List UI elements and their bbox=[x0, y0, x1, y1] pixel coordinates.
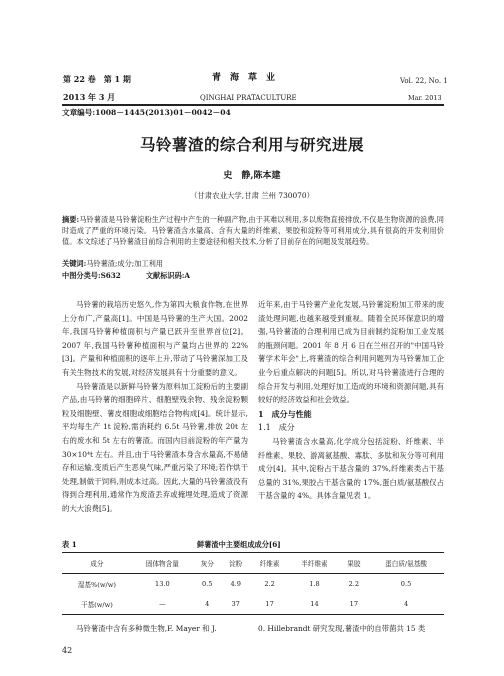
keywords-text: 马铃薯渣;成分;加工利用 bbox=[86, 259, 163, 268]
page-number: 42 bbox=[62, 646, 73, 655]
right-column bbox=[258, 298, 444, 503]
paper-title: 马铃薯渣的综合利用与研究进展 bbox=[139, 135, 364, 154]
date-en: Mar. 2013 bbox=[408, 94, 442, 102]
affiliation: （甘肃农业大学,甘肃 兰州 730070） bbox=[190, 191, 314, 200]
table-header-cell: 淀粉 bbox=[229, 560, 243, 568]
classification bbox=[62, 270, 444, 281]
abstract bbox=[62, 214, 444, 247]
table-cell: 1.8 bbox=[309, 580, 320, 588]
table-caption-row bbox=[62, 540, 444, 550]
table-header-cell: 灰分 bbox=[200, 560, 214, 568]
volume-en: Vol. 22, No. 1 bbox=[400, 77, 448, 85]
composition-table bbox=[62, 552, 444, 615]
authors: 史 静,陈本建 bbox=[223, 171, 281, 181]
table-header-cell: 固体物含量 bbox=[145, 560, 179, 568]
table-header-cell: 纤维素 bbox=[259, 560, 280, 568]
table-row bbox=[62, 594, 444, 615]
journal-en: QINGHAI PRATACULTURE bbox=[200, 94, 297, 102]
abstract-label: 摘要: bbox=[62, 215, 80, 224]
left-paragraph-2: 马铃薯渣是以新鲜马铃薯为原料加工淀粉后的主要副产品,由马铃薯的细胞碎片、细胞壁残余物、残余淀粉颗粒及细胞壁、薯皮细胞或细胞结合物构成[4]。统计显示,平均每生产 1t 淀粉,需消耗约 6.5t 马铃薯,排放 20t 左右的废水和 5t 左右的薯渣。而国内目前淀粉的年产量为 30×10⁴t 左右。并且,由于马铃薯渣本身含水量高,不易储存和运输,变质后产生恶臭气味,严重污染了环境;若作烘干处理,制做干饲料,则成本过高。因此,大量的马铃薯渣没有得到合理利用,通常作为废渣丢弃或掩埋处理,造成了资源的大大浪费[5]。 bbox=[62, 381, 248, 513]
doc-code-label: 文献标识码: bbox=[145, 271, 185, 280]
table-cell: 14 bbox=[310, 600, 319, 608]
header-rule bbox=[62, 104, 444, 106]
table-cell: 0.5 bbox=[400, 580, 412, 588]
date-cn: 2013 年 3 月 bbox=[63, 92, 116, 102]
table-label: 表 1 bbox=[62, 540, 77, 549]
volume-cn: 第 22 卷 第 1 期 bbox=[63, 74, 131, 84]
table-cell: 0.5 bbox=[201, 580, 213, 588]
table-header-row bbox=[62, 553, 444, 574]
table-cell: 2.2 bbox=[348, 580, 360, 588]
table-cell: 4 bbox=[403, 600, 409, 608]
right-paragraph-1: 近年来,由于马铃薯产业化发展,马铃薯淀粉加工带来的废渣处理问题,也越来越受到重视。随着全民环保意识的增强,马铃薯渣的合理利用已成为目前制约淀粉加工业发展的瓶颈问题。2001 年 8 月 6 日在兰州召开的"中国马铃薯学术年会"上,将薯渣的综合利用问题列为马铃薯加工企业今后重点解决的问题[5]。所以,对马铃薯渣进行合理的综合开发与利用,处理好加工造成的环境和资源问题,具有较好的经济效益和社会效益。 bbox=[258, 300, 444, 405]
table-header-cell: 成分 bbox=[90, 560, 104, 568]
table-cell: 13.0 bbox=[155, 580, 170, 588]
left-column bbox=[62, 298, 248, 516]
table-row bbox=[62, 574, 444, 595]
table-caption: 鲜薯渣中主要组成成分[6] bbox=[197, 540, 281, 549]
table-cell: 湿基%(w/w) bbox=[77, 581, 116, 589]
table-cell: 4.9 bbox=[230, 580, 241, 588]
table-cell: — bbox=[159, 600, 166, 608]
right-paragraph-2: 马铃薯渣含水量高,化学成分包括淀粉、纤维素、半纤维素、果胶、游离氨基酸、寡肽、多肽和灰分等可利用成分[4]。其中,淀粉占干基含量的 37%,纤维素类占干基总量的 31%,果胶占干基含量的 17%,蛋白质/氨基酸仅占干基含量的 4%。具体含量见表 1。 bbox=[258, 436, 444, 501]
clc-value: S632 bbox=[100, 271, 121, 280]
section-heading-1-1: 1.1 成分 bbox=[258, 423, 295, 433]
doc-code-value: A bbox=[184, 271, 190, 280]
article-number: 文章编号:1008－1445(2013)01－0042－04 bbox=[62, 108, 231, 117]
table-cell: 17 bbox=[265, 600, 274, 608]
table-cell: 2.2 bbox=[264, 580, 275, 588]
footer-right-text: 0. Hillebrandt 研究发现,薯渣中的自带菌共 15 类 bbox=[258, 624, 426, 633]
footer-left-text bbox=[62, 622, 248, 636]
journal-cn: 青 海 草 业 bbox=[212, 73, 276, 83]
left-paragraph-1: 马铃薯的栽培历史悠久,作为第四大粮食作物,在世界上分布广,产量高[1]。中国是马铃薯的生产大国。2002 年,我国马铃薯种植面积与产量已跃升至世界首位[2]。2007 年,我国马铃薯种植面积与产量均占世界的 22%[3]。产量和种植面积的逐年上升,带动了马铃薯深加工及有关生物技术的发展,对经济发展具有十分重要的意义。 bbox=[62, 300, 248, 377]
table-header-cell: 半纤维素 bbox=[301, 560, 328, 568]
table-header-cell: 蛋白质/氨基酸 bbox=[385, 560, 427, 568]
footer-left-paragraph: 马铃薯渣中含有多种微生物,F. Mayer 和 J. bbox=[76, 624, 217, 633]
table-cell: 干基(w/w) bbox=[80, 601, 113, 609]
clc-label: 中图分类号: bbox=[62, 271, 101, 280]
table-cell: 4 bbox=[205, 600, 210, 608]
abstract-text: 马铃薯渣是马铃薯淀粉生产过程中产生的一种副产物,由于其难以利用,多以废物直接排放,不仅是生物资源的浪费,同时造成了严重的环境污染。马铃薯渣含水量高、含有大量的纤维素、果胶和淀粉等可利用成分,具有很高的开发利用价值。本文综述了马铃薯渣目前综合利用的主要途径和相关技术,分析了目前存在的问题及发展趋势。 bbox=[62, 215, 444, 246]
table-cell: 37 bbox=[231, 600, 240, 608]
keywords-label: 关键词: bbox=[62, 259, 87, 268]
table-cell: 17 bbox=[349, 600, 359, 608]
table-header-cell: 果胶 bbox=[347, 560, 361, 568]
keywords bbox=[62, 258, 444, 269]
section-heading-1: 1 成分与性能 bbox=[258, 408, 312, 419]
